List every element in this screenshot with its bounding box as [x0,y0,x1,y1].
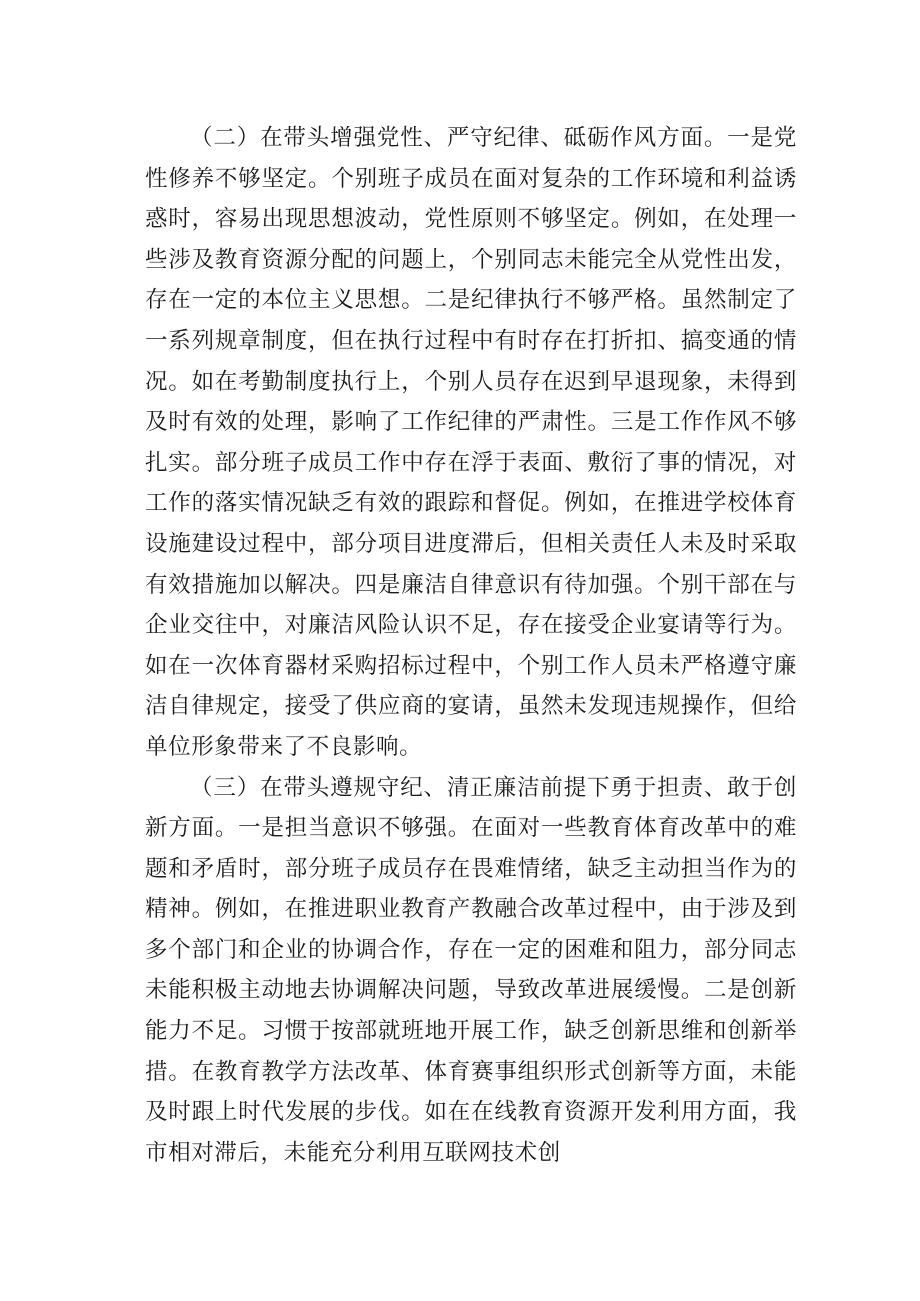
paragraph-section-two: （二）在带头增强党性、严守纪律、砥砺作风方面。一是党性修养不够坚定。个别班子成员在面对复杂的工作环境和利益诱惑时，容易出现思想波动，党性原则不够坚定。例如，在处理一些涉及教育资源分配的问题上，个别同志未能完全从党性出发，存在一定的本位主义思想。二是纪律执行不够严格。虽然制定了一系列规章制度，但在执行过程中有时存在打折扣、搞变通的情况。如在考勤制度执行上，个别人员存在迟到早退现象，未得到及时有效的处理，影响了工作纪律的严肃性。三是工作作风不够扎实。部分班子成员工作中存在浮于表面、敷衍了事的情况，对工作的落实情况缺乏有效的跟踪和督促。例如，在推进学校体育设施建设过程中，部分项目进度滞后，但相关责任人未及时采取有效措施加以解决。四是廉洁自律意识有待加强。个别干部在与企业交往中，对廉洁风险认识不足，存在接受企业宴请等行为。如在一次体育器材采购招标过程中，个别工作人员未严格遵守廉洁自律规定，接受了供应商的宴请，虽然未发现违规操作，但给单位形象带来了不良影响。 [145,125,797,760]
document-body [145,118,797,1173]
paragraph-section-three: （三）在带头遵规守纪、清正廉洁前提下勇于担责、敢于创新方面。一是担当意识不够强。在面对一些教育体育改革中的难题和矛盾时，部分班子成员存在畏难情绪，缺乏主动担当作为的精神。例如，在推进职业教育产教融合改革过程中，由于涉及到多个部门和企业的协调合作，存在一定的困难和阻力，部分同志未能积极主动地去协调解决问题，导致改革进展缓慢。二是创新能力不足。习惯于按部就班地开展工作，缺乏创新思维和创新举措。在教育教学方法改革、体育赛事组织形式创新等方面，未能及时跟上时代发展的步伐。如在在线教育资源开发利用方面，我市相对滞后，未能充分利用互联网技术创 [145,774,797,1166]
